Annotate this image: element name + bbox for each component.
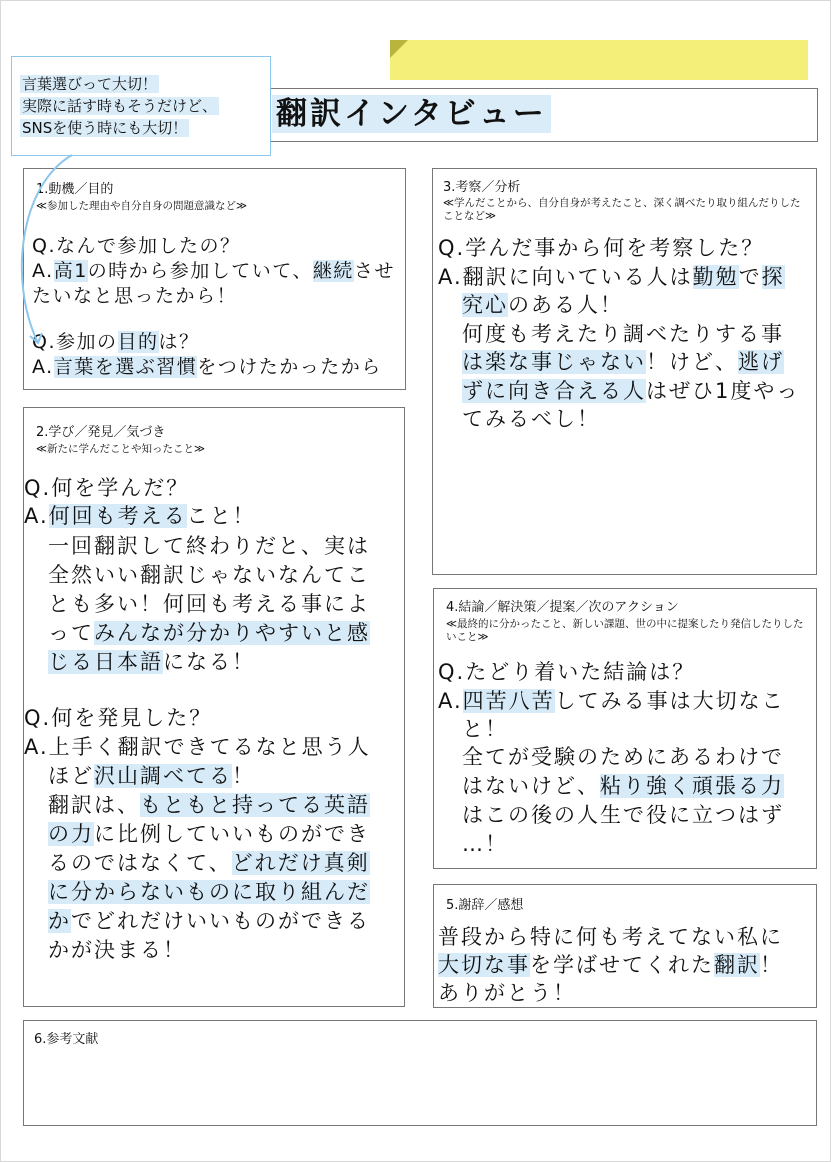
s2-line-1: Q.何を学んだ？ [24,476,190,500]
s3-line-7: てみるべし！ [462,407,600,431]
s3-line-4: 何度も考えたり調べたりする事 [462,322,784,346]
s3-line-5: は楽な事じゃない！けど、逃げ [462,350,784,374]
s1-line-4: Q.参加の目的は？ [32,331,200,353]
s4-line-5: はないけど、粘り強く頑張る力 [462,774,784,798]
s2-line-4: 全然いい翻訳じゃないなんてこ [48,563,370,587]
s4-line-1: Q.たどり着いた結論は？ [438,660,696,684]
s2-line-8: Q.何を発見した？ [24,706,213,730]
s5-line-1: 普段から特に何も考えてない私に [438,925,783,949]
tape-fold [390,40,408,58]
section-heading-6: 6.参考文献 [34,1032,99,1047]
section-heading-4: 4.結論／解決策／提案／次のアクション [446,600,679,615]
s3-line-3: 究心のある人！ [462,293,623,317]
s3-line-6: ずに向き合える人はぜひ1度やっ [462,379,800,403]
s3-line-1: Q.学んだ事から何を考察した？ [438,236,765,260]
s5-line-2: 大切な事を学ばせてくれた翻訳！ [438,953,783,977]
s2-line-11: 翻訳は、もともと持ってる英語 [48,793,370,817]
s2-line-13: るのではなくて、どれだけ真剣 [48,851,370,875]
s2-line-3: 一回翻訳して終わりだと、実は [48,534,370,558]
section-subtitle-4: ≪最終的に分かったこと、新しい課題、世の中に提案したり発信したりしたいこと≫ [446,618,804,643]
page-title: 翻訳インタビュー [272,95,551,133]
s2-line-10: ほど沢山調べてる！ [48,764,255,788]
s4-line-6: はこの後の人生で役に立つはず [462,803,784,827]
s5-line-3: ありがとう！ [438,981,576,1005]
section-heading-5: 5.謝辞／感想 [446,898,524,913]
panel-references [23,1020,817,1126]
s1-line-5: A.言葉を選ぶ習慣をつけたかったから [32,356,382,378]
s1-line-3: たいなと思ったから！ [32,285,238,307]
note-line-2: 実際に話す時もそうだけど、 [22,97,218,115]
s4-line-7: …！ [462,832,508,856]
s2-line-9: A.上手く翻訳できてるなと思う人 [24,735,371,759]
note-line-1: 言葉選びって大切！ [22,75,158,93]
section-heading-1: 1.動機／目的 [36,182,114,197]
s3-line-2: A.翻訳に向いている人は勤勉で探 [438,265,785,289]
s2-line-14: に分からないものに取り組んだ [48,880,370,904]
section-subtitle-3: ≪学んだことから、自分自身が考えたこと、深く調べたり取り組んだりしたことなど≫ [443,197,801,222]
section-subtitle-1: ≪参加した理由や自分自身の問題意識など≫ [36,200,247,212]
section-heading-3: 3.考察／分析 [443,180,521,195]
note-line-3: SNSを使う時にも大切！ [22,119,188,137]
s4-line-2: A.四苦八苦してみる事は大切なこ [438,689,785,713]
s4-line-4: 全てが受験のためにあるわけで [462,745,784,769]
s2-line-7: じる日本語になる！ [48,650,255,674]
s2-line-16: かが決まる！ [48,938,186,962]
section-heading-2: 2.学び／発見／気づき [36,425,166,440]
s2-line-2: A.何回も考えること！ [24,504,256,528]
s2-line-6: ってみんなが分かりやすいと感 [48,621,370,645]
s1-line-1: Q.なんで参加したの？ [32,235,241,257]
s2-line-12: の力に比例していいものができ [48,822,370,846]
yellow-tape [390,40,808,80]
s2-line-15: かでどれだけいいものができる [48,909,370,933]
section-subtitle-2: ≪新たに学んだことや知ったこと≫ [36,443,205,455]
s1-line-2: A.高1の時から参加していて、継続させ [32,260,395,282]
s2-line-5: とも多い！何回も考える事によ [48,592,370,616]
s4-line-3: と！ [462,717,508,741]
